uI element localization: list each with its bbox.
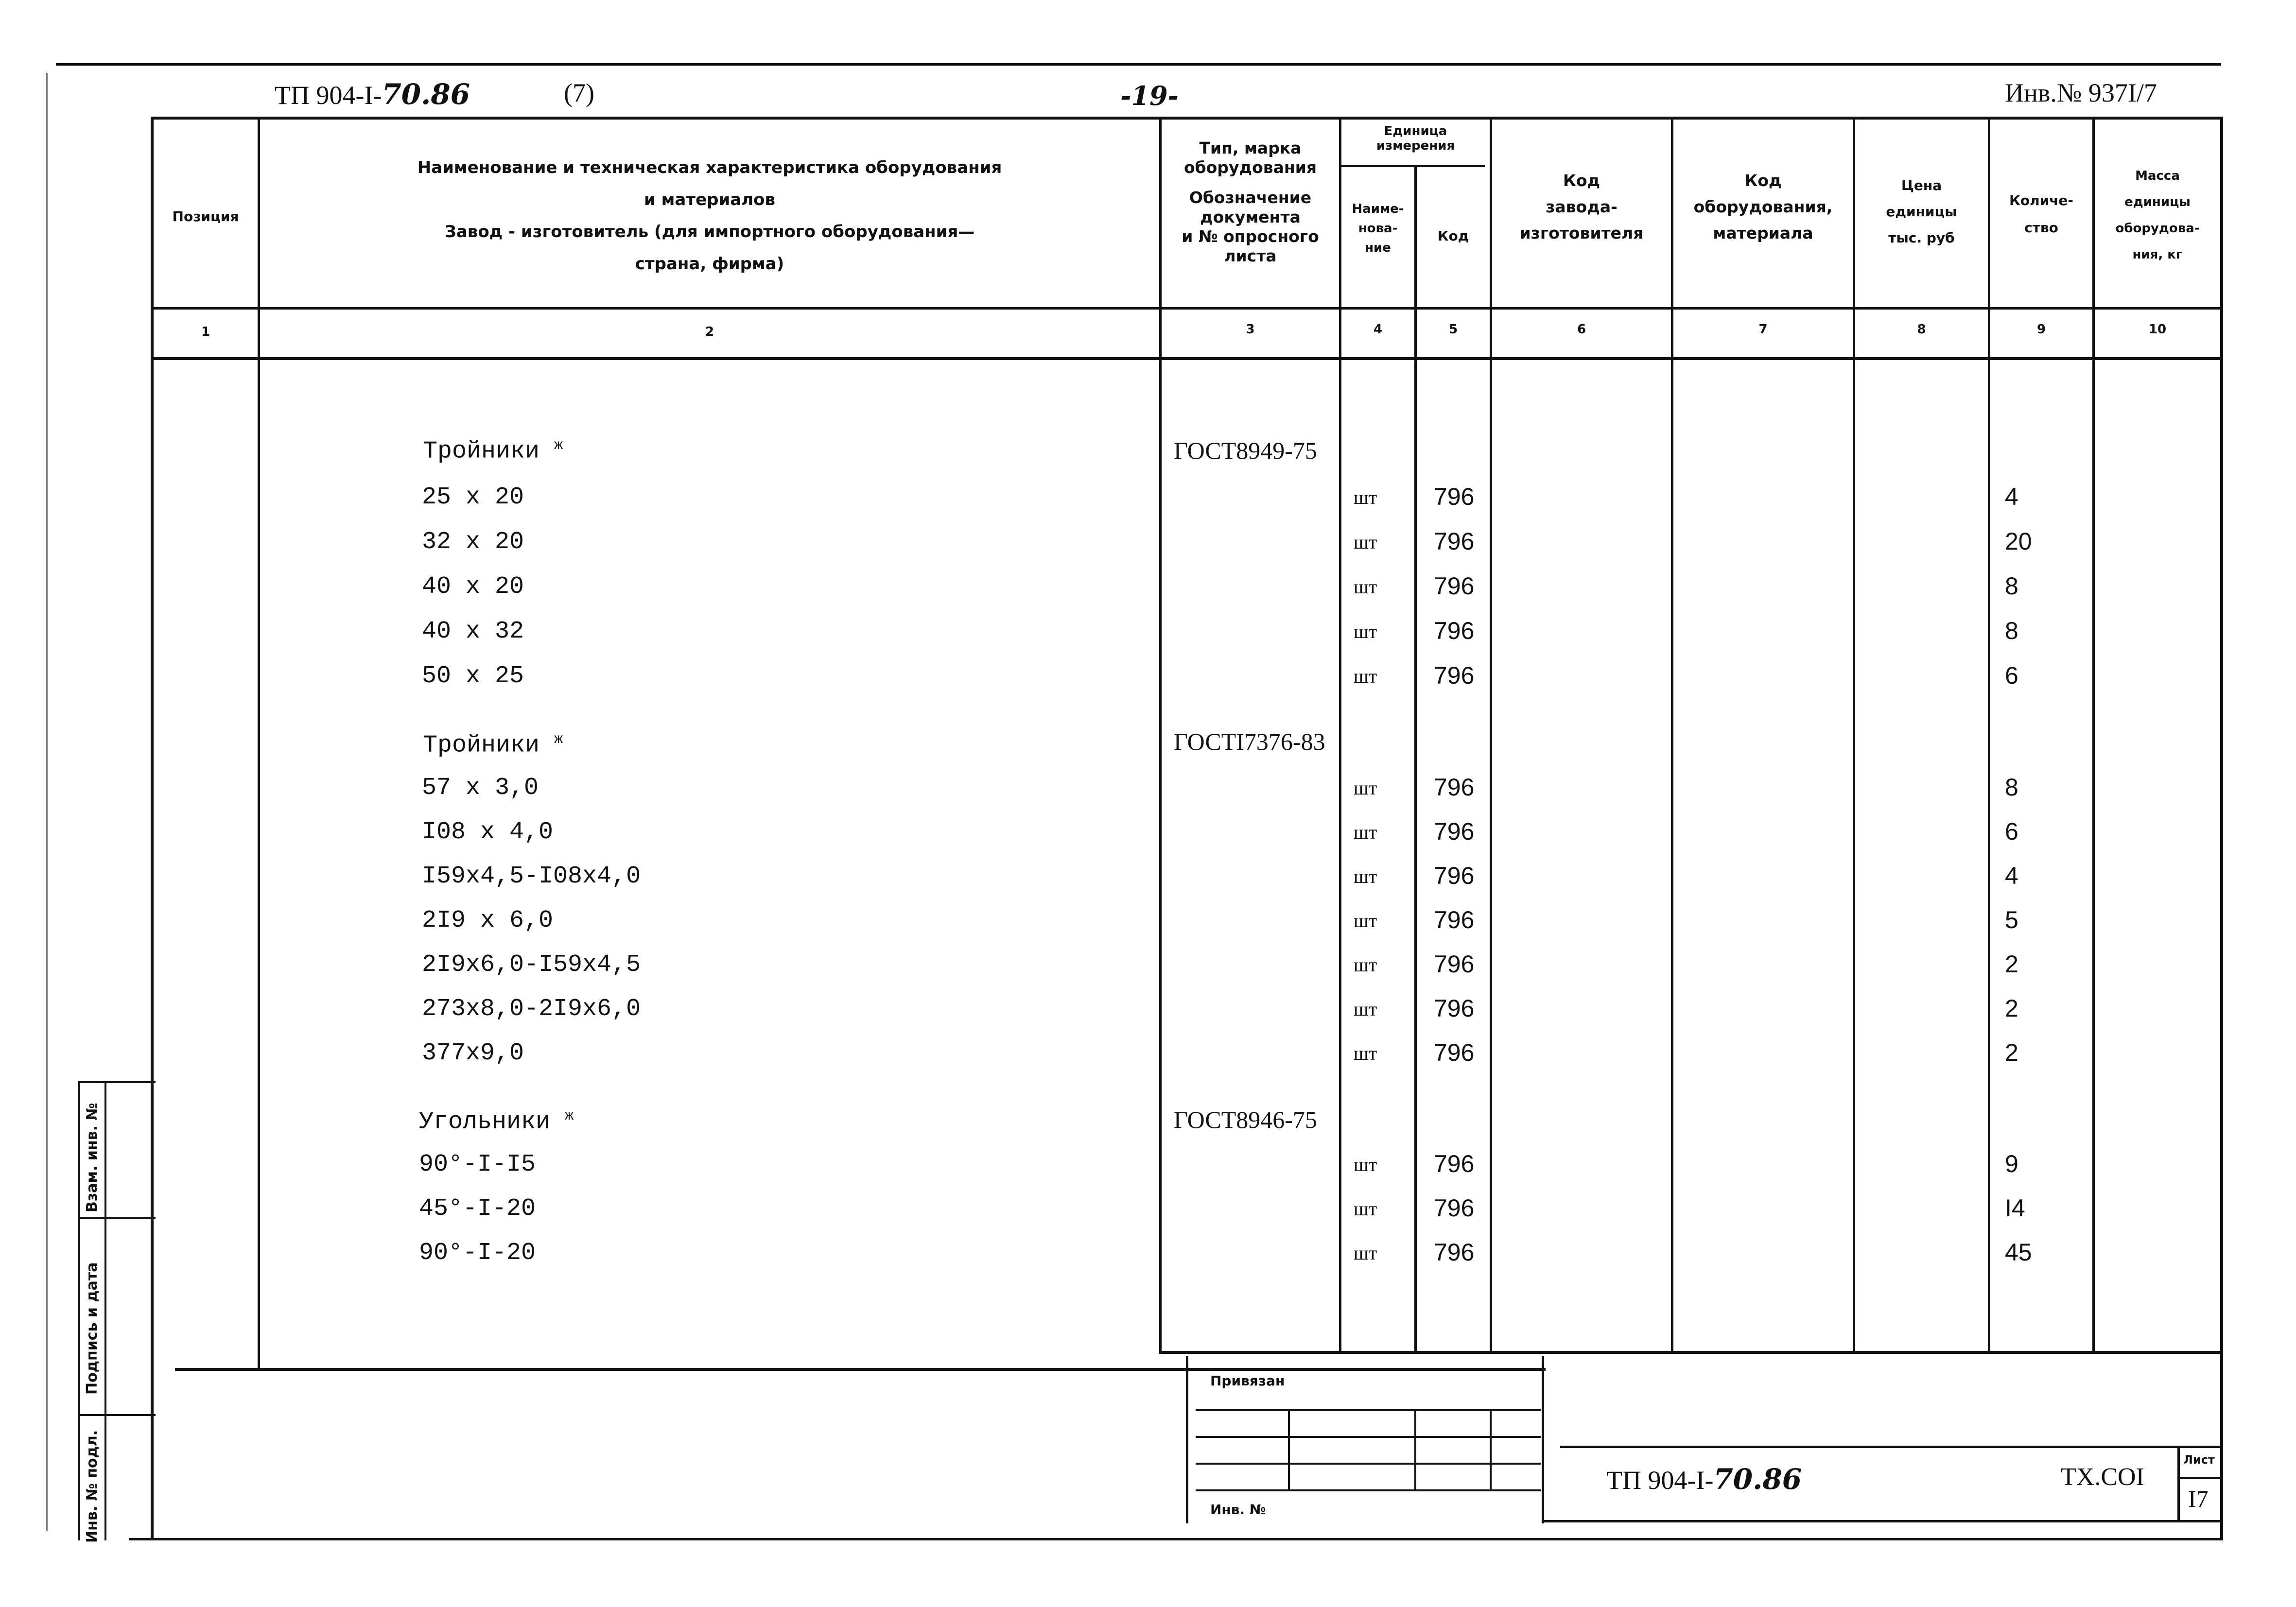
item-qty: 6 — [2005, 818, 2018, 845]
colnum-6: 6 — [1577, 322, 1586, 337]
stamp-inventory-label: Инв. № — [1210, 1502, 1266, 1518]
header-factory-code — [1492, 168, 1671, 246]
left-margin-mark — [46, 73, 48, 1531]
frame-right — [2220, 117, 2223, 1540]
item-name: 2I9 x 6,0 — [422, 907, 554, 934]
header-position: Позиция — [172, 208, 239, 225]
side-strip-top — [78, 1081, 156, 1083]
stamp-grid-h4 — [1196, 1489, 1541, 1491]
header-factory-code-line3: изготовителя — [1519, 224, 1644, 242]
item-qty: 2 — [2005, 1039, 2018, 1066]
footnote-mark: ж — [565, 1108, 574, 1124]
doc-number: 70.86 — [382, 78, 470, 111]
item-unit: шт — [1354, 1042, 1377, 1064]
item-code: 796 — [1434, 528, 1475, 555]
header-mass — [2095, 163, 2220, 268]
header-equipment-code — [1673, 168, 1853, 246]
inventory-label: Инв.№ 937I/7 — [2005, 78, 2157, 107]
group-title — [423, 731, 563, 760]
col-sep-3 — [1339, 117, 1341, 1351]
header-type-line3: Обозначение — [1189, 188, 1312, 207]
stamp-doc-prefix: ТП 904-I- — [1606, 1466, 1714, 1495]
item-qty: 45 — [2005, 1239, 2032, 1266]
item-unit: шт — [1354, 486, 1377, 508]
col-sep-7 — [1853, 117, 1855, 1351]
item-unit: шт — [1354, 998, 1377, 1020]
header-type — [1162, 138, 1339, 266]
item-name: 40 x 20 — [422, 573, 524, 601]
stamp-right-top — [1560, 1446, 2223, 1448]
page-marker: -19- — [1120, 80, 1179, 111]
item-name: 57 x 3,0 — [422, 774, 539, 802]
stamp-doc-number: 70.86 — [1713, 1463, 1802, 1496]
colnum-3: 3 — [1246, 322, 1255, 337]
header-unit-line1: Единица — [1384, 124, 1447, 138]
item-qty: 8 — [2005, 774, 2018, 801]
gost-reference: ГОСТI7376-83 — [1174, 728, 1325, 755]
item-qty: I4 — [2005, 1194, 2025, 1222]
header-price-line1: Цена — [1901, 177, 1942, 193]
item-name: 25 x 20 — [422, 484, 524, 511]
colnum-10: 10 — [2148, 322, 2167, 337]
item-code: 796 — [1434, 483, 1475, 510]
item-code: 796 — [1434, 774, 1475, 801]
item-code: 796 — [1434, 950, 1475, 978]
header-unit-name-line1: Наиме- — [1352, 202, 1404, 216]
item-code: 796 — [1434, 1039, 1475, 1066]
side-label-original-inventory: Инв. № подл. — [84, 1430, 101, 1543]
stamp-grid-h2 — [1196, 1436, 1541, 1438]
item-qty: 4 — [2005, 483, 2018, 510]
header-mass-line3: оборудова- — [2115, 221, 2200, 236]
header-price-line3: тыс. руб — [1888, 230, 1955, 246]
header-type-line4: документа — [1200, 207, 1301, 226]
item-code: 796 — [1434, 1150, 1475, 1177]
item-qty: 4 — [2005, 862, 2018, 889]
colnum-7: 7 — [1758, 322, 1768, 337]
item-qty: 8 — [2005, 572, 2018, 600]
stamp-sep-2 — [1542, 1356, 1544, 1523]
stamp-list-number: I7 — [2188, 1485, 2209, 1512]
header-quantity-line2: ство — [2024, 220, 2058, 236]
item-unit: шт — [1354, 954, 1377, 976]
item-qty: 8 — [2005, 617, 2018, 644]
item-qty: 20 — [2005, 528, 2032, 555]
table-top — [151, 117, 2223, 120]
header-factory-code-line1: Код — [1563, 171, 1600, 190]
item-name: 90°-I-I5 — [419, 1151, 536, 1178]
col-sep-2 — [1159, 117, 1162, 1351]
item-unit: шт — [1354, 821, 1377, 843]
group-title — [419, 1108, 574, 1136]
header-mass-line2: единицы — [2124, 195, 2191, 209]
header-unit — [1341, 124, 1490, 153]
stamp-grid-v2 — [1414, 1409, 1416, 1489]
side-strip-inner — [104, 1081, 106, 1540]
item-code: 796 — [1434, 862, 1475, 889]
item-unit: шт — [1354, 865, 1377, 887]
stamp-grid-h1 — [1196, 1409, 1541, 1411]
item-code: 796 — [1434, 1194, 1475, 1222]
item-unit: шт — [1354, 1242, 1377, 1264]
colnum-5: 5 — [1448, 322, 1458, 337]
header-name-line2: и материалов — [644, 190, 776, 209]
stamp-top-left — [175, 1368, 1546, 1371]
header-mass-line1: Масса — [2135, 169, 2180, 183]
item-name: 273x8,0-2I9x6,0 — [422, 995, 641, 1023]
stamp-grid-v1 — [1288, 1409, 1290, 1489]
side-label-replacement-inventory: Взам. инв. № — [84, 1103, 101, 1212]
footnote-mark: ж — [554, 731, 563, 748]
header-factory-code-line2: завода- — [1546, 197, 1618, 216]
doc-prefix: ТП 904-I- — [275, 81, 382, 110]
stamp-list-sep — [2177, 1446, 2180, 1521]
item-name: 90°-I-20 — [419, 1239, 536, 1267]
header-equipment-code-line3: материала — [1713, 224, 1813, 242]
item-qty: 2 — [2005, 950, 2018, 978]
colnum-2: 2 — [705, 325, 714, 339]
colnum-9: 9 — [2036, 322, 2046, 337]
item-name: 2I9x6,0-I59x4,5 — [422, 951, 641, 979]
stamp-sep-1 — [1186, 1356, 1188, 1523]
header-quantity — [1990, 187, 2092, 242]
header-type-line1: Тип, марка — [1199, 138, 1302, 157]
stamp-sheet-code: ТХ.COI — [2061, 1463, 2144, 1491]
stamp-doc-code — [1606, 1463, 1802, 1496]
colnum-1: 1 — [201, 325, 210, 339]
header-name — [260, 152, 1159, 280]
item-unit: шт — [1354, 576, 1377, 598]
header-type-line2: оборудования — [1183, 158, 1317, 177]
colnum-8: 8 — [1917, 322, 1926, 337]
col-sep-6 — [1671, 117, 1673, 1351]
unit-subheader-line — [1339, 165, 1485, 167]
item-qty: 5 — [2005, 906, 2018, 933]
item-name: 50 x 25 — [422, 662, 524, 690]
header-unit-name — [1341, 199, 1414, 258]
header-price — [1855, 173, 1988, 251]
item-name: 32 x 20 — [422, 528, 524, 556]
album-number: (7) — [564, 78, 594, 107]
header-name-line4: страна, фирма) — [635, 254, 784, 274]
item-qty: 9 — [2005, 1150, 2018, 1177]
side-strip-sep2 — [78, 1414, 156, 1416]
header-equipment-code-line2: оборудования, — [1693, 197, 1833, 216]
col-sep-5 — [1490, 117, 1492, 1351]
item-name: 40 x 32 — [422, 618, 524, 645]
stamp-grid-h3 — [1196, 1463, 1541, 1465]
footnote-mark: ж — [554, 437, 563, 454]
group-title-text: Тройники — [423, 437, 540, 466]
item-unit: шт — [1354, 910, 1377, 932]
header-type-line6: листа — [1224, 246, 1277, 265]
header-unit-name-line3: ние — [1365, 241, 1391, 255]
col-sep-9 — [2092, 117, 2095, 1351]
header-name-line1: Наименование и техническая характеристика оборудования — [417, 158, 1002, 177]
item-unit: шт — [1354, 777, 1377, 799]
header-unit-code: Код — [1437, 228, 1469, 244]
frame-bottom — [129, 1538, 2223, 1540]
item-qty: 2 — [2005, 995, 2018, 1022]
side-strip-left — [78, 1081, 80, 1540]
item-qty: 6 — [2005, 662, 2018, 689]
item-code: 796 — [1434, 995, 1475, 1022]
col-sep-8 — [1988, 117, 1990, 1351]
header-type-line5: и № опросного — [1182, 227, 1319, 246]
item-code: 796 — [1434, 1239, 1475, 1266]
stamp-grid-v3 — [1490, 1409, 1492, 1489]
header-equipment-code-line1: Код — [1744, 171, 1782, 190]
item-code: 796 — [1434, 906, 1475, 933]
doc-code-top — [275, 78, 470, 111]
header-bottom — [151, 307, 2223, 310]
header-mass-line4: ния, кг — [2132, 247, 2183, 262]
item-unit: шт — [1354, 1198, 1377, 1220]
item-unit: шт — [1354, 621, 1377, 642]
gost-reference: ГОСТ8946-75 — [1174, 1106, 1317, 1133]
gost-reference: ГОСТ8949-75 — [1174, 437, 1317, 464]
top-border — [56, 63, 2221, 66]
item-unit: шт — [1354, 1154, 1377, 1175]
stamp-attached-label: Привязан — [1210, 1373, 1285, 1389]
header-price-line2: единицы — [1886, 204, 1957, 220]
col-sep-4 — [1414, 165, 1417, 1351]
side-label-signature-date: Подпись и дата — [84, 1262, 101, 1395]
stamp-list-line — [2177, 1477, 2221, 1479]
item-name: I08 x 4,0 — [422, 818, 554, 846]
header-quantity-line1: Количе- — [2009, 192, 2074, 208]
col-sep-1 — [258, 117, 260, 1370]
item-name: 45°-I-20 — [419, 1195, 536, 1223]
group-title-text: Тройники — [423, 731, 540, 760]
stamp-right-bottom — [1542, 1520, 2223, 1522]
item-code: 796 — [1434, 617, 1475, 644]
item-code: 796 — [1434, 818, 1475, 845]
group-title-text: Угольники — [419, 1108, 551, 1136]
colnum-4: 4 — [1373, 322, 1383, 337]
item-code: 796 — [1434, 662, 1475, 689]
item-unit: шт — [1354, 531, 1377, 553]
item-unit: шт — [1354, 665, 1377, 687]
item-name: I59x4,5-I08x4,0 — [422, 863, 641, 890]
header-unit-line2: измерения — [1376, 138, 1455, 153]
stamp-list-label: Лист — [2183, 1453, 2215, 1467]
side-strip-sep1 — [78, 1217, 156, 1219]
group-title — [423, 437, 563, 466]
item-code: 796 — [1434, 572, 1475, 600]
header-unit-name-line2: нова- — [1358, 221, 1398, 236]
colnum-bottom — [151, 357, 2223, 360]
item-name: 377x9,0 — [422, 1039, 524, 1067]
table-body-bottom — [1159, 1351, 2223, 1354]
header-name-line3: Завод - изготовитель (для импортного оборудования— — [444, 222, 975, 242]
